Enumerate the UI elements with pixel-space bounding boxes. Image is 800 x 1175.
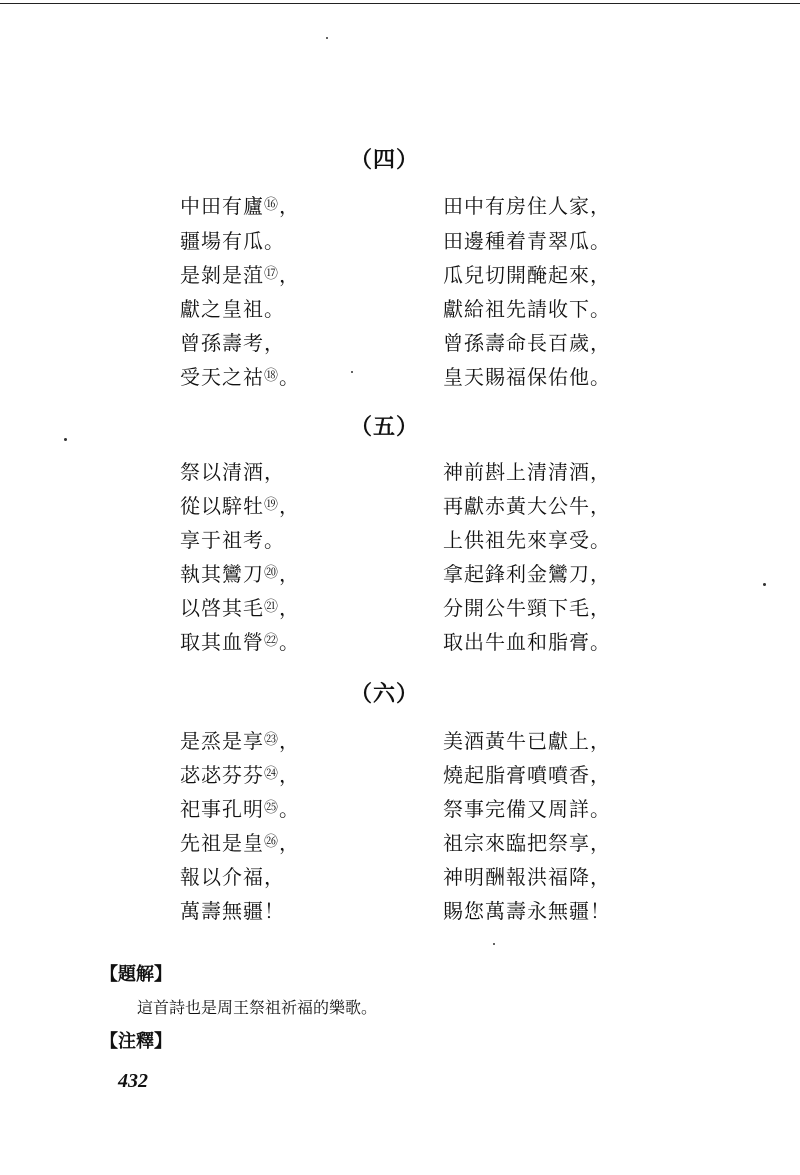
page-number: 432 bbox=[118, 1070, 148, 1092]
poem-original-line: 祭以清酒， bbox=[180, 460, 285, 484]
footnote-marker: ㉓ bbox=[264, 732, 279, 748]
footnote-marker: ㉒ bbox=[264, 633, 279, 649]
poem-translation-line: 曾孫壽命長百歲， bbox=[443, 331, 611, 355]
footnote-marker: ⑯ bbox=[264, 197, 279, 213]
poem-translation-line: 再獻赤黃大公牛， bbox=[443, 494, 611, 518]
footnote-marker: ⑰ bbox=[264, 266, 279, 282]
footnote-marker: ㉔ bbox=[264, 766, 279, 782]
footnote-marker: ⑲ bbox=[264, 497, 279, 513]
section-title-6: （六） bbox=[350, 681, 420, 707]
poem-original-line: 受天之祜⑱。 bbox=[180, 365, 300, 389]
poem-translation-line: 拿起鋒利金鸞刀， bbox=[443, 562, 611, 586]
top-rule bbox=[0, 3, 800, 4]
poem-original-line: 中田有廬⑯， bbox=[180, 194, 300, 218]
poem-original-line: 祀事孔明$^㉕$。 bbox=[180, 797, 300, 821]
poem-translation-line: 上供祖先來享受。 bbox=[443, 528, 611, 552]
poem-translation-line: 祭事完備又周詳。 bbox=[443, 797, 611, 821]
poem-translation-line: 燒起脂膏噴噴香， bbox=[443, 763, 611, 787]
poem-original-line: 從以騂牡⑲， bbox=[180, 494, 300, 518]
poem-translation-line: 皇天賜福保佑他。 bbox=[443, 365, 611, 389]
scan-speck bbox=[64, 438, 67, 441]
section-title-5: （五） bbox=[350, 414, 420, 440]
poem-original-line: 報以介福， bbox=[180, 865, 285, 889]
poem-original-line: 苾苾芬芬$^㉔$， bbox=[180, 763, 300, 787]
scan-speck bbox=[326, 37, 328, 39]
footnote-marker: ㉖ bbox=[264, 834, 279, 850]
poem-translation-line: 神明酬報洪福降， bbox=[443, 865, 611, 889]
tijie-heading: 【題解】 bbox=[100, 964, 172, 985]
zhushi-heading: 【注釋】 bbox=[100, 1031, 172, 1052]
footnote-marker: ⑳ bbox=[264, 565, 279, 581]
poem-translation-line: 美酒黃牛已獻上， bbox=[443, 729, 611, 753]
poem-translation-line: 田中有房住人家， bbox=[443, 194, 611, 218]
footnote-marker: ㉑ bbox=[264, 599, 279, 615]
poem-original-line: 疆場有瓜。 bbox=[180, 229, 285, 253]
poem-translation-line: 分開公牛頸下毛， bbox=[443, 596, 611, 620]
poem-translation-line: 瓜兒切開醃起來， bbox=[443, 263, 611, 287]
poem-original-line: 執其鸞刀⑳， bbox=[180, 562, 300, 586]
poem-original-line: 萬壽無疆！ bbox=[180, 899, 285, 923]
poem-translation-line: 賜您萬壽永無疆！ bbox=[443, 899, 611, 923]
poem-translation-line: 獻給祖先請收下。 bbox=[443, 297, 611, 321]
poem-translation-line: 取出牛血和脂膏。 bbox=[443, 630, 611, 654]
scan-speck bbox=[493, 943, 495, 945]
poem-translation-line: 神前斟上清清酒， bbox=[443, 460, 611, 484]
poem-original-line: 取其血膋$^㉒$。 bbox=[180, 630, 300, 654]
poem-original-line: 先祖是皇$^㉖$， bbox=[180, 831, 300, 855]
footnote-marker: ⑱ bbox=[264, 368, 279, 384]
poem-original-line: 獻之皇祖。 bbox=[180, 297, 285, 321]
scan-speck bbox=[351, 371, 353, 373]
poem-translation-line: 田邊種着青翠瓜。 bbox=[443, 229, 611, 253]
poem-original-line: 以啓其毛$^㉑$， bbox=[180, 596, 300, 620]
footnote-marker: ㉕ bbox=[264, 800, 279, 816]
scan-speck bbox=[763, 583, 766, 586]
tijie-text: 這首詩也是周王祭祖祈福的樂歌。 bbox=[137, 998, 378, 1017]
poem-original-line: 享于祖考。 bbox=[180, 528, 285, 552]
poem-original-line: 是剝是菹⑰， bbox=[180, 263, 300, 287]
poem-translation-line: 祖宗來臨把祭享， bbox=[443, 831, 611, 855]
poem-original-line: 曾孫壽考， bbox=[180, 331, 285, 355]
poem-original-line: 是烝是享$^㉓$， bbox=[180, 729, 300, 753]
section-title-4: （四） bbox=[350, 147, 420, 173]
